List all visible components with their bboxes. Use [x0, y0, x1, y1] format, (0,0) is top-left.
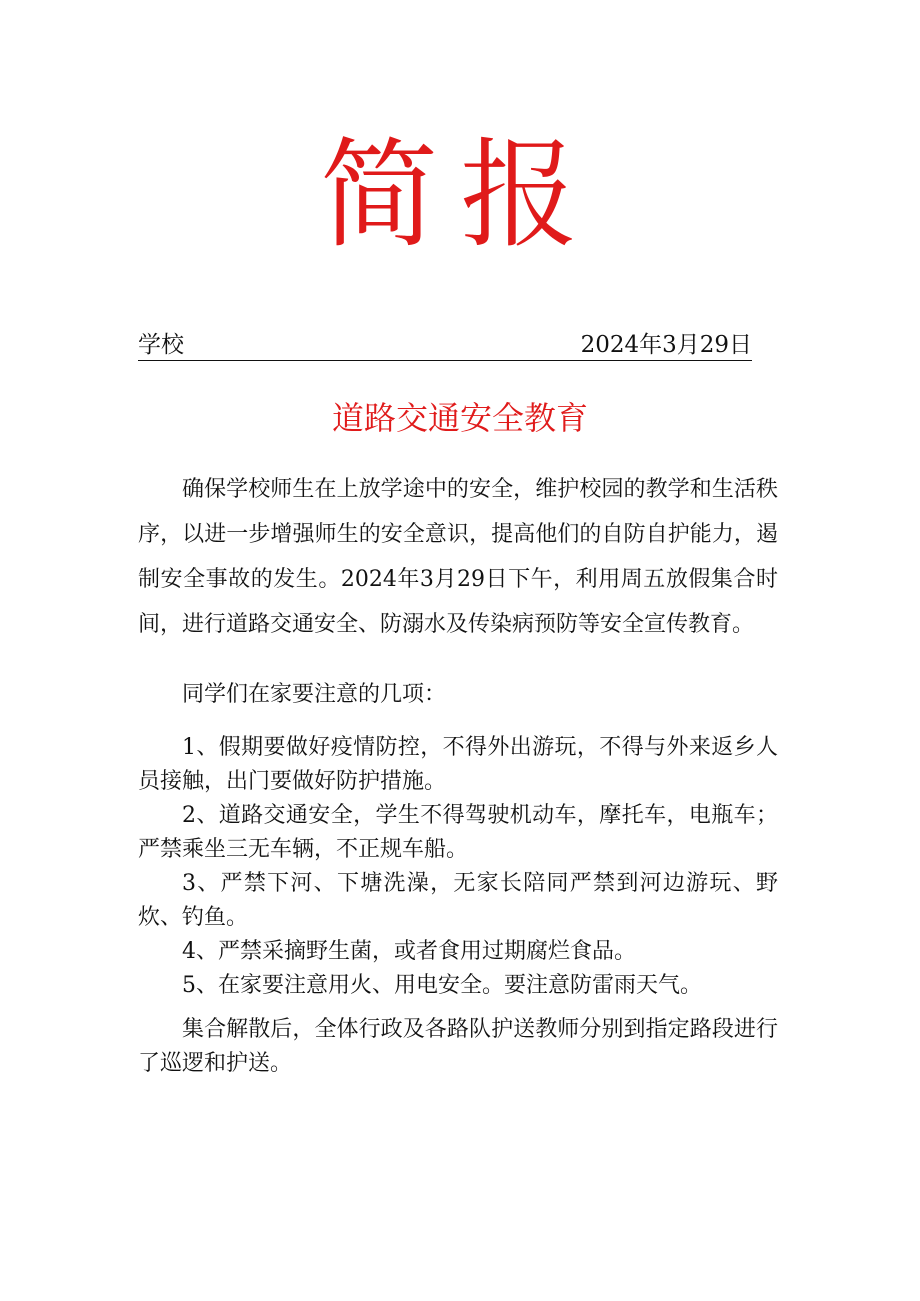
intro-paragraph: 确保学校师生在上放学途中的安全，维护校园的教学和生活秩序，以进一步增强师生的安全意识，提高他们的自防自护能力，遏制安全事故的发生。2024年3月29日下午，利用周五放假集合时间，进行道路交通安全、防溺水及传染病预防等安全宣传教育。: [138, 477, 778, 637]
list-item: 2、道路交通安全，学生不得驾驶机动车，摩托车，电瓶车；严禁乘坐三无车辆，不正规车船。: [138, 803, 778, 862]
list-item: 4、严禁采摘野生菌，或者食用过期腐烂食品。: [182, 939, 636, 964]
list-item: 3、严禁下河、下塘洗澡，无家长陪同严禁到河边游玩、野炊、钓鱼。: [138, 871, 778, 930]
closing-paragraph: 集合解散后，全体行政及各路队护送教师分别到指定路段进行了巡逻和护送。: [138, 1017, 778, 1076]
notice-list: [138, 731, 778, 1003]
masthead-title: 简报: [319, 126, 600, 264]
list-item: 5、在家要注意用火、用电安全。要注意防雷雨天气。: [182, 973, 702, 998]
school-label: 学校: [138, 332, 184, 358]
list-heading: 同学们在家要注意的几项：: [182, 682, 447, 707]
report-date: 2024年3月29日: [580, 332, 752, 358]
article-title: 道路交通安全教育: [331, 399, 588, 437]
header-info-line: [138, 330, 752, 361]
list-item: 1、假期要做好疫情防控，不得外出游玩，不得与外来返乡人员接触，出门要做好防护措施。: [138, 735, 778, 794]
